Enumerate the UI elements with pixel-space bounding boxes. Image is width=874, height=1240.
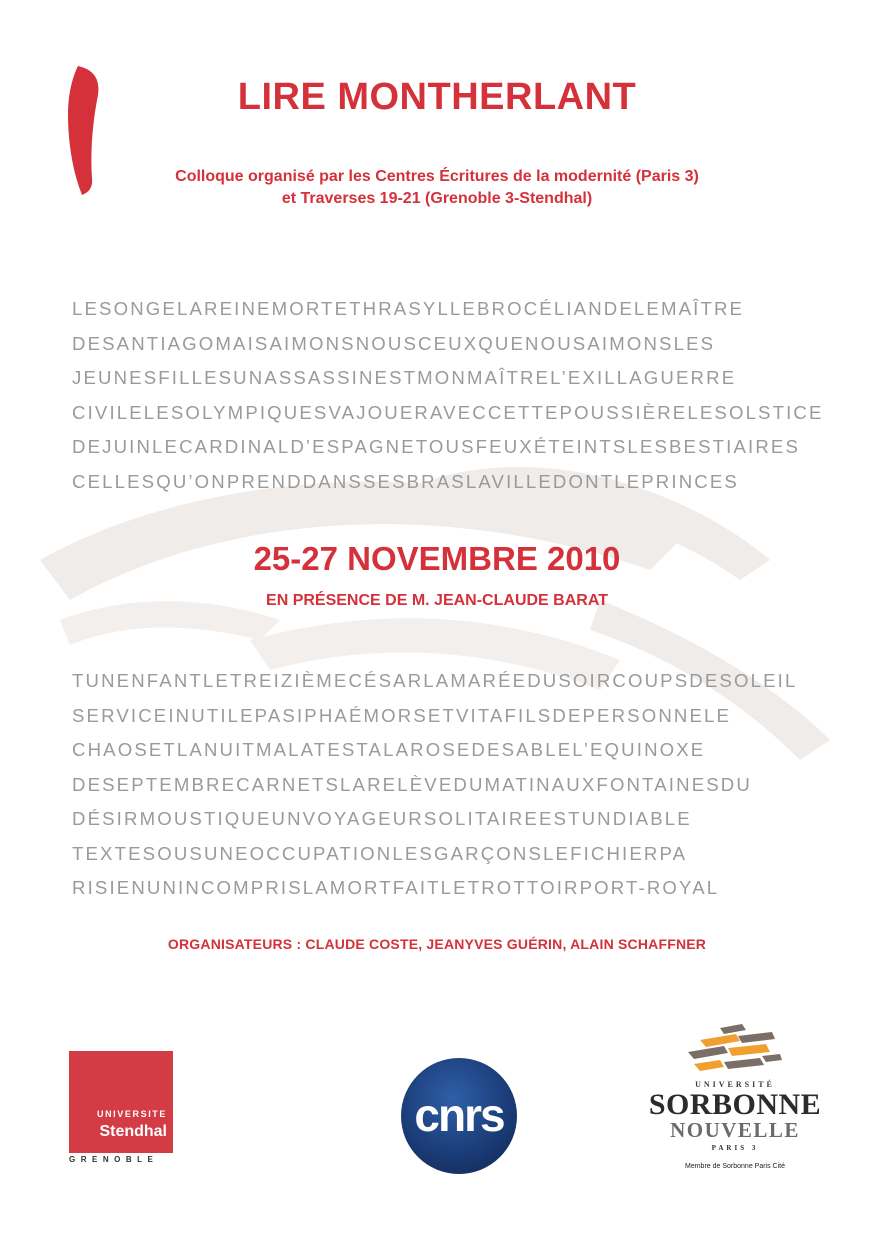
organisers: ORGANISATEURS : CLAUDE COSTE, JEANYVES GUÉRIN, ALAIN SCHAFFNER [167, 936, 707, 952]
letter-line: CHAOSETLANUITMALATESTALAROSEDESABLEL’EQUINOXE [72, 739, 706, 760]
letter-line: DEJUINLECARDINALD’ESPAGNETOUSFEUXÉTEINTSLESBESTIAIRES [72, 436, 801, 457]
letter-line: JEUNESFILLESUNASSASSINESTMONMAÎTREL’EXILLAGUERRE [72, 367, 737, 388]
stendhal-logo-city: GRENOBLE [69, 1155, 159, 1164]
subtitle-line-1: Colloque organisé par les Centres Écritures de la modernité (Paris 3) [175, 168, 699, 185]
event-dates: 25-27 NOVEMBRE 2010 [253, 540, 621, 577]
sorbonne-emblem-icon [680, 1022, 790, 1080]
letter-line: CELLESQU’ONPRENDDANSSESBRASLAVILLEDONTLEPRINCES [72, 470, 739, 492]
letter-line: SERVICEINUTILEPASIPHAÉMORSETVITAFILSDEPERSONNELE [72, 704, 732, 726]
letter-line: DESANTIAGOMAISAIMONSNOUSCEUXQUENOUSAIMONSLES [72, 332, 716, 354]
event-presence: EN PRÉSENCE DE M. JEAN-CLAUDE BARAT [266, 592, 608, 609]
letter-line: DÉSIRMOUSTIQUEUNVOYAGEURSOLITAIREESTUNDIABLE [72, 808, 692, 829]
subtitle-line-2: et Traverses 19-21 (Grenoble 3-Stendhal) [281, 190, 593, 207]
letter-line: LESONGELAREINEMORTETHRASYLLEBROCÉLIANDELEMAÎTRE [72, 298, 745, 319]
sorbonne-paris: PARIS 3 [711, 1144, 759, 1152]
letter-line: DESEPTEMBRECARNETSLARELÈVEDUMATINAUXFONTAINESDU [72, 773, 752, 795]
letter-line: CIVILELESOLYMPIQUESVAJOUERAVECCETTEPOUSSIÈRELESOLSTICE [72, 401, 824, 423]
letter-line: TEXTESOUSUNEOCCUPATIONLESGARÇONSLEFICHIERPA [72, 842, 688, 864]
letter-block-bottom [72, 664, 804, 906]
sorbonne-name: SORBONNE [648, 1088, 822, 1121]
stendhal-logo [69, 1051, 173, 1153]
sorbonne-membre: Membre de Sorbonne Paris Cité [685, 1163, 785, 1170]
stendhal-logo-universite: UNIVERSITE [96, 1109, 167, 1119]
letter-line: TUNENFANTLETREIZIÈMECÉSARLAMARÉEDUSOIRCOUPSDESOLEIL [72, 670, 798, 691]
sorbonne-universite: UNIVERSITÉ [695, 1080, 775, 1089]
page-title: LIRE MONTHERLANT [237, 76, 637, 118]
letter-block-top [72, 292, 824, 499]
cnrs-logo [401, 1058, 517, 1174]
letter-line: RISIENUNINCOMPRISLAMORTFAITLETROTTOIRPORT-ROYAL [72, 877, 720, 898]
stendhal-logo-name: Stendhal [99, 1123, 167, 1140]
cnrs-logo-text: cnrs [414, 1089, 504, 1141]
sorbonne-nouvelle: NOUVELLE [670, 1118, 800, 1142]
